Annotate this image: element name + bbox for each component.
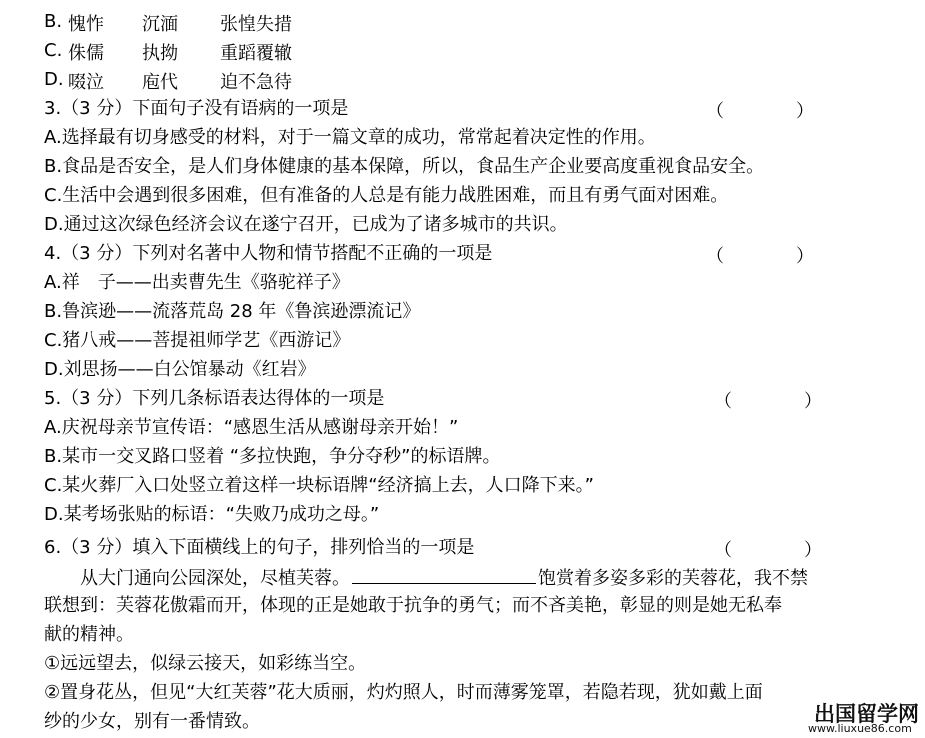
fill-blank	[352, 565, 536, 584]
option-c: C.生活中会遇到很多困难，但有准备的人总是有能力战胜困难，而且有勇气面对困难。	[44, 185, 729, 206]
option-b: B.鲁滨逊——流落荒岛 28 年《鲁滨逊漂流记》	[44, 301, 421, 322]
watermark-name: 出国留学网	[814, 702, 919, 726]
option-a: A.祥 子——出卖曹先生《骆驼祥子》	[44, 272, 350, 293]
option-word: 迫不急待	[220, 72, 292, 93]
option-word: 执拗	[142, 43, 178, 64]
option-word: 啜泣	[68, 72, 104, 93]
option-a: A.选择最有切身感受的材料，对于一篇文章的成功，常常起着决定性的作用。	[44, 127, 656, 148]
option-d: D.某考场张贴的标语：“失败乃成功之母。”	[44, 504, 380, 525]
option-word: 庖代	[142, 72, 178, 93]
watermark-url: www.liuxue86.com	[808, 722, 912, 735]
option-word: 侏儒	[68, 43, 104, 64]
answer-parentheses: （ ）	[714, 540, 822, 561]
option-b: B.食品是否安全，是人们身体健康的基本保障，所以，食品生产企业要高度重视食品安全。	[44, 156, 765, 177]
answer-parentheses: （ ）	[714, 391, 822, 412]
answer-parentheses: （ ）	[706, 246, 814, 267]
option-word: 沉湎	[142, 14, 178, 35]
option-c: C.猪八戒——菩提祖师学艺《西游记》	[44, 330, 351, 351]
question-stem: 6.（3 分）填入下面横线上的句子，排列恰当的一项是	[44, 537, 475, 558]
option-d: D.通过这次绿色经济会议在遂宁召开，已成为了诸多城市的共识。	[44, 214, 568, 235]
sentence-item-2: ②置身花丛，但见“大红芙蓉”花大质丽，灼灼照人，时而薄雾笼罩，若隐若现，犹如戴上面	[44, 682, 763, 703]
option-word: 张惶失措	[220, 14, 292, 35]
option-word: 愧怍	[68, 14, 104, 35]
passage-text: 饱赏着多姿多彩的芙蓉花，我不禁	[538, 568, 808, 589]
option-label: B.	[44, 11, 63, 32]
question-stem: 4.（3 分）下列对名著中人物和情节搭配不正确的一项是	[44, 243, 493, 264]
sentence-item-1: ①远远望去，似绿云接天，如彩练当空。	[44, 653, 367, 674]
passage-line-2: 联想到：芙蓉花傲霜而开，体现的正是她敢于抗争的勇气；而不吝美艳，彰显的则是她无私奉	[44, 595, 782, 616]
option-a: A.庆祝母亲节宣传语：“感恩生活从感谢母亲开始！”	[44, 417, 459, 438]
option-label: C.	[44, 40, 63, 61]
option-word: 重蹈覆辙	[220, 43, 292, 64]
option-d: D.刘思扬——白公馆暴动《红岩》	[44, 359, 316, 380]
option-b: B.某市一交叉路口竖着 “多拉快跑，争分夺秒”的标语牌。	[44, 446, 501, 467]
passage-text: 从大门通向公园深处，尽植芙蓉。	[80, 568, 350, 589]
option-c: C.某火葬厂入口处竖立着这样一块标语牌“经济搞上去，人口降下来。”	[44, 475, 594, 496]
question-stem: 5.（3 分）下列几条标语表达得体的一项是	[44, 388, 385, 409]
option-label: D.	[44, 69, 64, 90]
answer-parentheses: （ ）	[706, 101, 814, 122]
passage-line-1	[80, 565, 808, 589]
sentence-item-2-cont: 纱的少女，别有一番情致。	[44, 711, 260, 732]
passage-line-3: 献的精神。	[44, 624, 134, 645]
question-stem: 3.（3 分）下面句子没有语病的一项是	[44, 98, 349, 119]
